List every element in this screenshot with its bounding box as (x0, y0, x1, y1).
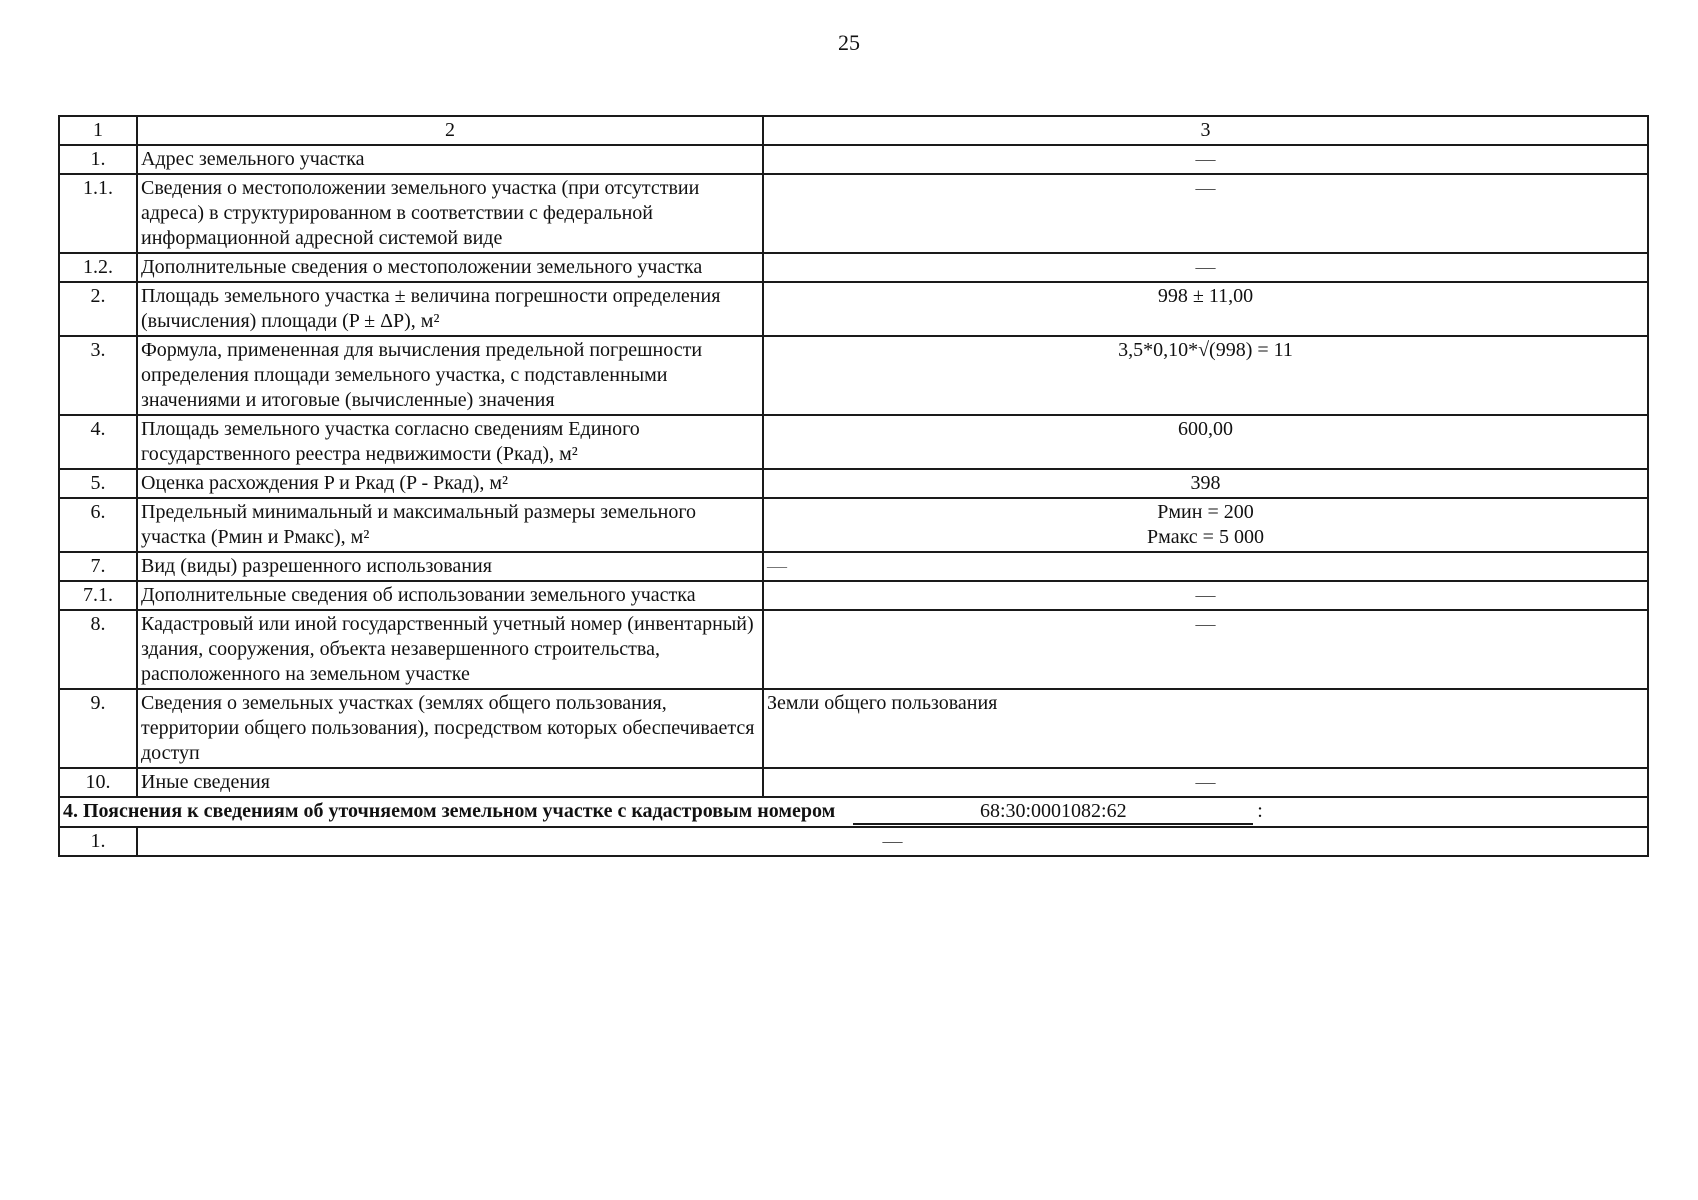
row-value: — (763, 552, 1648, 581)
row-label: Оценка расхождения P и Pкад (P - Pкад), м² (137, 469, 763, 498)
row-value: 398 (763, 469, 1648, 498)
row-value: — (763, 174, 1648, 253)
row-value: 600,00 (763, 415, 1648, 469)
row-label: Предельный минимальный и максимальный размеры земельного участка (Pмин и Pмакс), м² (137, 498, 763, 552)
row-number: 3. (59, 336, 137, 415)
row-value-min: Pмин = 200 (1157, 501, 1254, 523)
section-4-title: 4. Пояснения к сведениям об уточняемом земельном участке с кадастровым номером (63, 800, 836, 822)
table-row (59, 253, 1648, 282)
table-header-row (59, 116, 1648, 145)
land-plot-info-table (58, 115, 1649, 857)
row-value: — (763, 610, 1648, 689)
row-number: 4. (59, 415, 137, 469)
row-label: Площадь земельного участка ± величина погрешности определения (вычисления) площади (P ± ΔP), м² (137, 282, 763, 336)
row-value: 3,5*0,10*√(998) = 11 (763, 336, 1648, 415)
table-row (59, 145, 1648, 174)
row-value: — (137, 827, 1648, 856)
row-number: 7. (59, 552, 137, 581)
table-row (59, 498, 1648, 552)
row-value: — (763, 581, 1648, 610)
row-label: Дополнительные сведения о местоположении земельного участка (137, 253, 763, 282)
table-row (59, 336, 1648, 415)
table-row (59, 415, 1648, 469)
page-number: 25 (838, 30, 860, 55)
row-label: Адрес земельного участка (137, 145, 763, 174)
column-number-1: 1 (59, 116, 137, 145)
row-number: 2. (59, 282, 137, 336)
row-value: — (763, 253, 1648, 282)
table-row (59, 469, 1648, 498)
section-4-header (59, 797, 1648, 827)
section-4-colon: : (1257, 800, 1263, 822)
row-number: 1.1. (59, 174, 137, 253)
table-row (59, 174, 1648, 253)
row-number: 6. (59, 498, 137, 552)
row-value (763, 498, 1648, 552)
row-label: Кадастровый или иной государственный учетный номер (инвентарный) здания, сооружения, объекта незавершенного строительства, расположенного на земельном участке (137, 610, 763, 689)
row-number: 9. (59, 689, 137, 768)
row-number: 10. (59, 768, 137, 797)
row-value: — (763, 145, 1648, 174)
row-value: 998 ± 11,00 (763, 282, 1648, 336)
row-number: 8. (59, 610, 137, 689)
row-label: Сведения о местоположении земельного участка (при отсутствии адреса) в структурированном в соответствии с федеральной информационной адресной системой виде (137, 174, 763, 253)
row-value-max: Pмакс = 5 000 (1147, 526, 1264, 548)
row-number: 1. (59, 145, 137, 174)
table-row (59, 689, 1648, 768)
column-number-3: 3 (763, 116, 1648, 145)
row-label: Дополнительные сведения об использовании земельного участка (137, 581, 763, 610)
cadastral-number: 68:30:0001082:62 (853, 799, 1253, 825)
table-row (59, 552, 1648, 581)
row-value: — (763, 768, 1648, 797)
table-row (59, 827, 1648, 856)
table-row (59, 282, 1648, 336)
row-label: Иные сведения (137, 768, 763, 797)
section-4-header-row (59, 797, 1648, 827)
table-row (59, 768, 1648, 797)
row-label: Сведения о земельных участках (землях общего пользования, территории общего пользования), посредством которых обеспечивается доступ (137, 689, 763, 768)
row-number: 1. (59, 827, 137, 856)
row-value: Земли общего пользования (763, 689, 1648, 768)
row-number: 5. (59, 469, 137, 498)
table-row (59, 581, 1648, 610)
column-number-2: 2 (137, 116, 763, 145)
row-number: 7.1. (59, 581, 137, 610)
row-label: Площадь земельного участка согласно сведениям Единого государственного реестра недвижимости (Pкад), м² (137, 415, 763, 469)
table-row (59, 610, 1648, 689)
row-label: Формула, примененная для вычисления предельной погрешности определения площади земельного участка, с подставленными значениями и итоговые (вычисленные) значения (137, 336, 763, 415)
row-number: 1.2. (59, 253, 137, 282)
row-label: Вид (виды) разрешенного использования (137, 552, 763, 581)
